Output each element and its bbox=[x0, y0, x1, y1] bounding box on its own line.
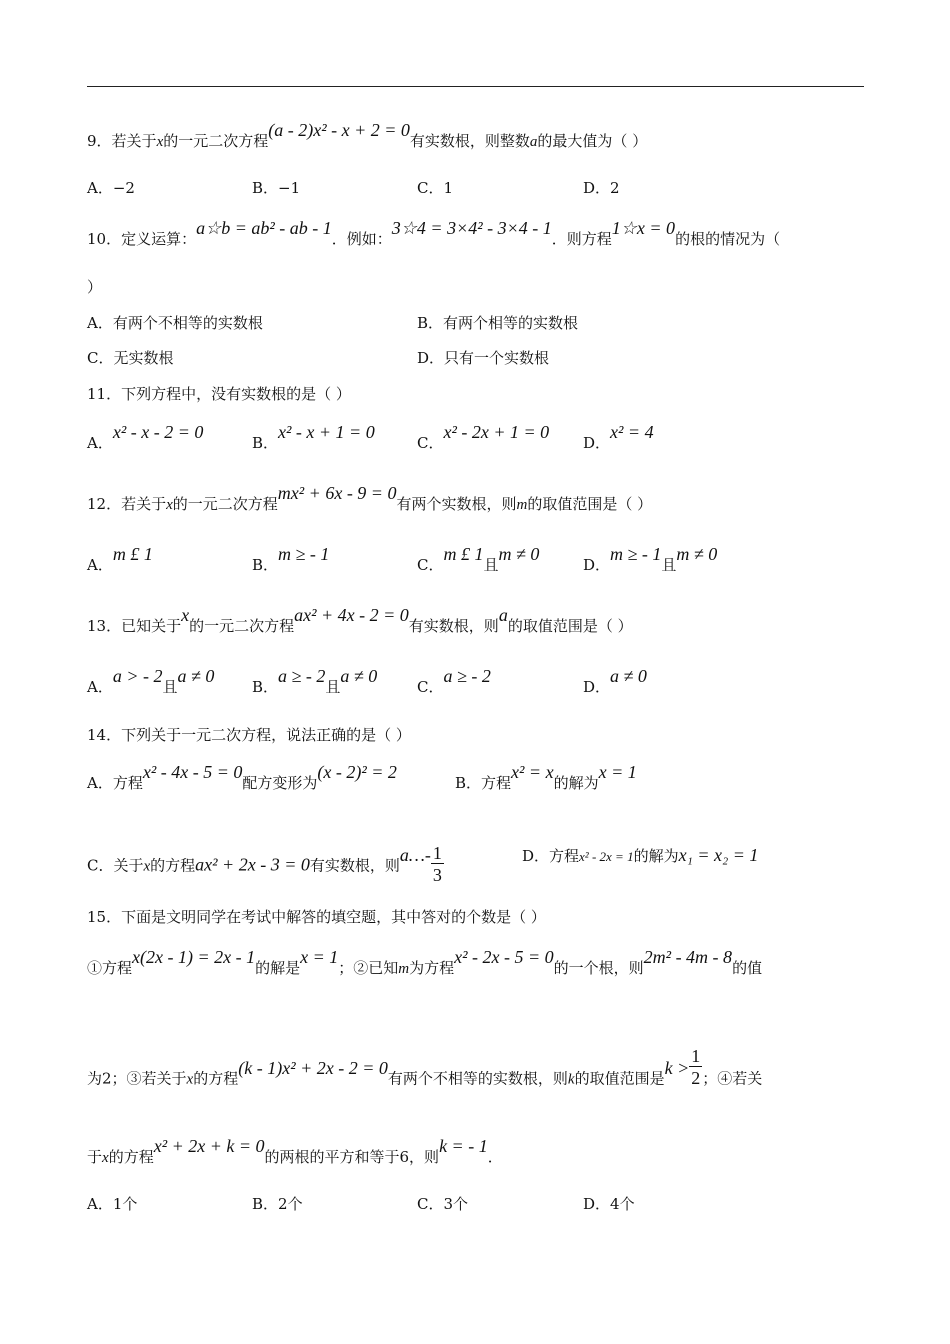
question-text: 的值 bbox=[732, 959, 763, 977]
option-label: D． bbox=[583, 556, 611, 574]
option-label: A． bbox=[87, 556, 113, 574]
option-a[interactable]: A．有两个不相等的实数根 bbox=[87, 314, 263, 332]
question-text: 的一元二次方程 bbox=[163, 132, 269, 150]
equation: x² - x + 1 = 0 bbox=[278, 422, 375, 442]
option-d[interactable] bbox=[583, 544, 718, 575]
option-c[interactable] bbox=[87, 845, 444, 888]
question-text: 的一个根，则 bbox=[553, 959, 644, 977]
denominator: 3 bbox=[432, 865, 442, 885]
option-d[interactable] bbox=[583, 666, 647, 697]
question-text: 定义运算： bbox=[121, 230, 197, 248]
option-a[interactable]: A．−2 bbox=[87, 179, 135, 197]
equation: x² - 2x - 5 = 0 bbox=[454, 947, 554, 967]
option-b[interactable] bbox=[455, 762, 637, 793]
equation: m £ 1 bbox=[443, 544, 484, 564]
question-15-line-3 bbox=[87, 1136, 503, 1168]
option-a[interactable] bbox=[87, 762, 397, 793]
math-var: x bbox=[186, 1071, 194, 1088]
equation: m ≠ 0 bbox=[676, 544, 718, 564]
math-var: m bbox=[516, 497, 528, 513]
option-d[interactable] bbox=[583, 422, 654, 453]
option-label: C． bbox=[417, 556, 444, 574]
option-text: A．方程 bbox=[87, 774, 143, 792]
question-text: 的取值范围是 bbox=[574, 1069, 665, 1088]
conjunction: 且 bbox=[162, 678, 178, 696]
question-text: ． bbox=[487, 1148, 503, 1166]
equation: mx² + 6x - 9 = 0 bbox=[277, 483, 397, 503]
option-b[interactable]: B．−1 bbox=[252, 179, 301, 197]
option-b[interactable]: B．有两个相等的实数根 bbox=[417, 314, 579, 332]
option-label: D． bbox=[583, 678, 611, 696]
equation: ax² + 4x - 2 = 0 bbox=[294, 605, 409, 625]
question-text: 有实数根，则整数 bbox=[409, 132, 530, 150]
option-text: 的解为 bbox=[633, 847, 679, 865]
conjunction: 且 bbox=[661, 556, 677, 574]
question-text: 的方程 bbox=[193, 1069, 239, 1088]
equation: m ≠ 0 bbox=[498, 544, 540, 564]
option-b[interactable] bbox=[252, 666, 378, 697]
question-10-close: ） bbox=[87, 278, 103, 296]
option-text: D．方程 bbox=[522, 847, 580, 865]
equation: a > - 2 bbox=[112, 666, 163, 686]
question-text: 的取值范围是（ ） bbox=[507, 617, 633, 635]
equation: k = - 1 bbox=[439, 1136, 488, 1156]
option-text: C．关于 bbox=[87, 856, 144, 875]
equation: a ≠ 0 bbox=[177, 666, 215, 686]
equation: x² + 2x + k = 0 bbox=[153, 1136, 265, 1156]
equation: a☆b = ab² - ab - 1 bbox=[196, 218, 332, 238]
option-c[interactable]: C．无实数根 bbox=[87, 349, 174, 367]
question-text: 下列关于一元二次方程，说法正确的是（ ） bbox=[121, 726, 411, 744]
option-label: D． bbox=[583, 434, 611, 452]
option-label: A． bbox=[87, 434, 113, 452]
question-text: 有两个实数根，则 bbox=[396, 495, 517, 513]
equation: x = 1 bbox=[598, 762, 637, 782]
option-label: C． bbox=[417, 678, 444, 696]
question-text: 的方程 bbox=[108, 1148, 154, 1166]
question-text: 的解是 bbox=[255, 959, 301, 977]
question-text: ；②已知 bbox=[338, 959, 399, 977]
header-rule bbox=[87, 86, 864, 87]
equation: (x - 2)² = 2 bbox=[317, 762, 397, 782]
question-number: 10． bbox=[87, 230, 122, 248]
conjunction: 且 bbox=[483, 556, 499, 574]
equation: (a - 2)x² - x + 2 = 0 bbox=[268, 120, 410, 140]
option-a[interactable] bbox=[87, 666, 215, 697]
option-a[interactable] bbox=[87, 544, 153, 575]
question-15-line-1 bbox=[87, 947, 763, 979]
option-d[interactable]: D．4个 bbox=[583, 1195, 635, 1213]
option-b[interactable] bbox=[252, 544, 330, 575]
option-label: B． bbox=[252, 556, 279, 574]
option-c[interactable] bbox=[417, 422, 550, 453]
equation: 3☆4 = 3×4² - 3×4 - 1 bbox=[391, 218, 552, 238]
option-text: 的解为 bbox=[553, 774, 599, 792]
question-text: ．例如： bbox=[331, 230, 392, 248]
question-9 bbox=[87, 120, 648, 152]
question-13 bbox=[87, 605, 633, 636]
equation: x² - x - 2 = 0 bbox=[112, 422, 204, 442]
question-text: 已知关于 bbox=[121, 617, 182, 635]
question-text: 于 bbox=[87, 1148, 103, 1166]
option-text: 配方变形为 bbox=[242, 774, 318, 792]
option-b[interactable]: B．2个 bbox=[252, 1195, 303, 1213]
option-c[interactable]: C．1 bbox=[417, 179, 454, 197]
option-d[interactable]: D．只有一个实数根 bbox=[417, 349, 550, 367]
question-text: 的一元二次方程 bbox=[172, 495, 278, 513]
question-text: 若关于 bbox=[121, 495, 167, 513]
equation: m ≥ - 1 bbox=[610, 544, 662, 564]
question-text: ①方程 bbox=[87, 959, 133, 977]
question-11 bbox=[87, 384, 351, 404]
math-var: x bbox=[143, 858, 151, 875]
equation: x = 1 bbox=[300, 947, 339, 967]
question-text: 下面是文明同学在考试中解答的填空题，其中答对的个数是（ ） bbox=[121, 908, 546, 926]
equation: m ≥ - 1 bbox=[278, 544, 330, 564]
question-text: 的最大值为（ ） bbox=[537, 132, 648, 150]
equation: 1☆x = 0 bbox=[611, 218, 676, 238]
equation: x² = x bbox=[511, 762, 554, 782]
equation: x² = 4 bbox=[610, 422, 654, 442]
question-number: 15． bbox=[87, 908, 122, 926]
math-var: x bbox=[102, 1150, 109, 1166]
question-text: 有两个不相等的实数根，则 bbox=[387, 1069, 568, 1088]
option-c[interactable] bbox=[417, 544, 540, 575]
question-number: 14． bbox=[87, 726, 122, 744]
equation: 2m² - 4m - 8 bbox=[643, 947, 733, 967]
question-15 bbox=[87, 907, 546, 927]
equation: x₁ = x₂ = 1 bbox=[678, 845, 759, 865]
option-label: B． bbox=[252, 678, 279, 696]
option-a[interactable] bbox=[87, 422, 204, 453]
question-text: 有实数根，则 bbox=[408, 617, 499, 635]
inequality: k > bbox=[664, 1057, 690, 1078]
option-c[interactable] bbox=[417, 666, 491, 697]
inequality: a…- bbox=[399, 844, 431, 865]
option-text: 有实数根，则 bbox=[309, 856, 400, 875]
question-14 bbox=[87, 725, 411, 745]
option-text: 的方程 bbox=[150, 856, 196, 875]
fraction bbox=[431, 843, 444, 886]
question-text: 为2；③若关于 bbox=[87, 1069, 187, 1088]
equation: a ≠ 0 bbox=[610, 666, 647, 686]
denominator: 2 bbox=[691, 1068, 701, 1088]
question-15-line-2 bbox=[87, 1046, 763, 1101]
equation: a ≥ - 2 bbox=[278, 666, 326, 686]
math-var: x bbox=[156, 134, 164, 150]
question-number: 12． bbox=[87, 495, 122, 513]
math-var: x bbox=[181, 605, 190, 625]
question-text: 的一元二次方程 bbox=[189, 617, 295, 635]
equation: x² - 2x + 1 = 0 bbox=[443, 422, 550, 442]
question-12 bbox=[87, 483, 653, 515]
equation: m £ 1 bbox=[112, 544, 153, 564]
math-var: x bbox=[166, 497, 173, 513]
math-var: a bbox=[498, 605, 508, 625]
question-text: ．则方程 bbox=[551, 230, 612, 248]
fraction bbox=[689, 1046, 702, 1089]
option-d[interactable]: D．2 bbox=[583, 179, 620, 197]
option-label: C． bbox=[417, 434, 444, 452]
question-text: 下列方程中，没有实数根的是（ ） bbox=[121, 385, 351, 403]
question-number: 13． bbox=[87, 617, 122, 635]
option-text: B．方程 bbox=[455, 774, 512, 792]
equation: x² - 2x = 1 bbox=[579, 849, 634, 864]
equation: a ≥ - 2 bbox=[443, 666, 491, 686]
equation: a ≠ 0 bbox=[340, 666, 378, 686]
math-var: m bbox=[398, 961, 410, 977]
question-text: 的取值范围是（ ） bbox=[527, 495, 653, 513]
question-number: 9． bbox=[87, 132, 112, 150]
option-b[interactable] bbox=[252, 422, 375, 453]
equation: (k - 1)x² + 2x - 2 = 0 bbox=[238, 1057, 388, 1078]
equation: x(2x - 1) = 2x - 1 bbox=[132, 947, 256, 967]
option-label: B． bbox=[252, 434, 279, 452]
option-c[interactable]: C．3个 bbox=[417, 1195, 469, 1213]
question-10 bbox=[87, 218, 781, 249]
option-a[interactable]: A．1个 bbox=[87, 1195, 138, 1213]
question-text: 的两根的平方和等于6，则 bbox=[264, 1148, 440, 1166]
math-var: k bbox=[567, 1071, 575, 1088]
question-text: 的根的情况为（ bbox=[675, 230, 781, 248]
option-label: A． bbox=[87, 678, 113, 696]
equation: x² - 4x - 5 = 0 bbox=[142, 762, 243, 782]
numerator: 1 bbox=[691, 1046, 701, 1066]
question-number: 11． bbox=[87, 385, 122, 403]
equation: ax² + 2x - 3 = 0 bbox=[195, 854, 310, 875]
math-var: a bbox=[529, 134, 538, 150]
option-d[interactable] bbox=[522, 845, 758, 867]
question-text: 若关于 bbox=[111, 132, 157, 150]
conjunction: 且 bbox=[325, 678, 341, 696]
question-text: ；④若关 bbox=[702, 1069, 763, 1088]
question-text: 为方程 bbox=[409, 959, 455, 977]
numerator: 1 bbox=[432, 843, 442, 863]
